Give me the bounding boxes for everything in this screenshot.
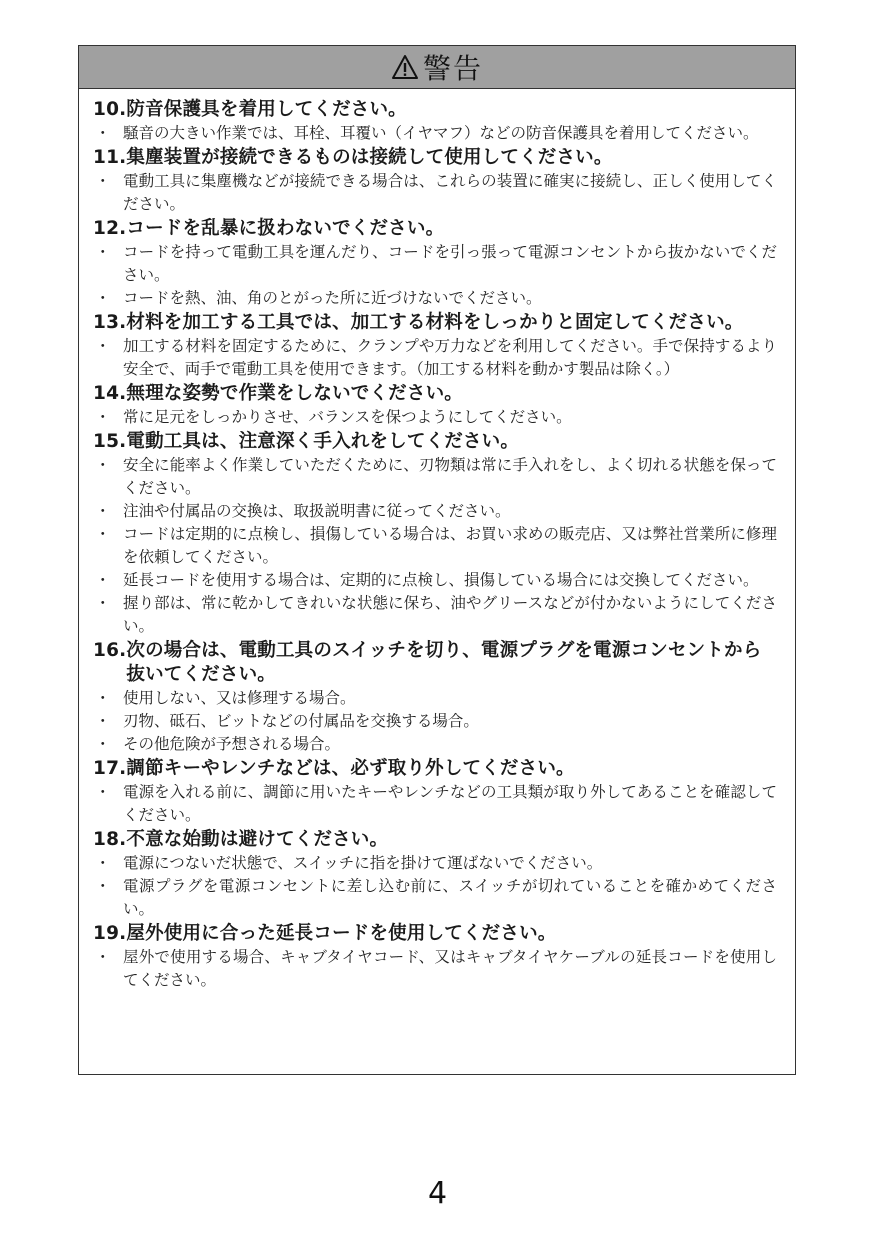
warning-item-number: 11. [93, 147, 127, 168]
bullet-mark: ・ [95, 594, 111, 612]
warning-item-number: 15. [93, 431, 127, 452]
warning-item-heading [93, 430, 777, 454]
bullet-mark: ・ [95, 689, 111, 707]
bullet-mark: ・ [95, 502, 111, 520]
warning-item-title: 調節キーやレンチなどは、必ず取り外してください。 [126, 758, 575, 779]
warning-bullet [93, 500, 777, 523]
warning-bullet [93, 170, 777, 216]
warning-item-number: 12. [93, 218, 127, 239]
warning-item-number: 18. [93, 829, 127, 850]
bullet-mark: ・ [95, 877, 111, 895]
bullet-mark: ・ [95, 712, 111, 730]
warning-bullet [93, 569, 777, 592]
warning-item-heading [93, 382, 777, 406]
bullet-mark: ・ [95, 854, 111, 872]
warning-bullet-text: その他危険が予想される場合。 [123, 735, 341, 753]
warning-item-number: 10. [93, 99, 127, 120]
warning-bullet-text: 延長コードを使用する場合は、定期的に点検し、損傷している場合には交換してください。 [123, 571, 759, 589]
warning-item-title: 電動工具は、注意深く手入れをしてください。 [126, 431, 520, 452]
bullet-mark: ・ [95, 172, 111, 190]
warning-bullet-text: 電源を入れる前に、調節に用いたキーやレンチなどの工具類が取り外してあることを確認してください。 [123, 783, 777, 824]
warning-bullet [93, 454, 777, 500]
warning-item-number: 16. [93, 640, 127, 661]
warning-bullet [93, 287, 777, 310]
warning-bullet-text: コードは定期的に点検し、損傷している場合は、お買い求めの販売店、又は弊社営業所に修理を依頼してください。 [123, 525, 777, 566]
warning-bullet-text: 電源プラグを電源コンセントに差し込む前に、スイッチが切れていることを確かめてください。 [123, 877, 777, 918]
warning-bullet-text: コードを熱、油、角のとがった所に近づけないでください。 [123, 289, 542, 307]
warning-bullet-text: 加工する材料を固定するために、クランプや万力などを利用してください。手で保持するより安全で、両手で電動工具を使用できます。（加工する材料を動かす製品は除く。） [123, 337, 777, 378]
warning-item-heading [93, 828, 777, 852]
warning-box [78, 45, 796, 1075]
warning-item-title: 無理な姿勢で作業をしないでください。 [126, 383, 463, 404]
bullet-mark: ・ [95, 571, 111, 589]
warning-bullet [93, 710, 777, 733]
warning-bullet-text: 騒音の大きい作業では、耳栓、耳覆い（イヤマフ）などの防音保護具を着用してください。 [123, 124, 759, 142]
warning-bullet-text: 電源につないだ状態で、スイッチに指を掛けて運ばないでください。 [123, 854, 603, 872]
warning-bullet [93, 733, 777, 756]
bullet-mark: ・ [95, 408, 111, 426]
warning-item-number: 19. [93, 923, 127, 944]
warning-item-number: 14. [93, 383, 127, 404]
warning-bullet [93, 241, 777, 287]
warning-item-heading [93, 922, 777, 946]
bullet-mark: ・ [95, 525, 111, 543]
warning-bullet-text: 注油や付属品の交換は、取扱説明書に従ってください。 [123, 502, 511, 520]
warning-item-heading [93, 757, 777, 781]
warning-title: 警告 [422, 52, 483, 85]
warning-item-heading [93, 98, 777, 122]
warning-bullet-text: 電動工具に集塵機などが接続できる場合は、これらの装置に確実に接続し、正しく使用してください。 [123, 172, 777, 213]
bullet-mark: ・ [95, 948, 111, 966]
bullet-mark: ・ [95, 783, 111, 801]
warning-bullet [93, 687, 777, 710]
warning-item-title: 不意な始動は避けてください。 [126, 829, 389, 850]
warning-triangle-icon [391, 54, 419, 80]
warning-bullet-text: 刃物、砥石、ビットなどの付属品を交換する場合。 [123, 712, 479, 730]
bullet-mark: ・ [95, 456, 111, 474]
warning-bullet [93, 781, 777, 827]
bullet-mark: ・ [95, 735, 111, 753]
warning-bullet-text: 安全に能率よく作業していただくために、刃物類は常に手入れをし、よく切れる状態を保ってください。 [123, 456, 777, 497]
warning-item-title: 防音保護具を着用してください。 [126, 99, 407, 120]
warning-bullet-text: 使用しない、又は修理する場合。 [123, 689, 356, 707]
warning-item-title: コードを乱暴に扱わないでください。 [126, 218, 445, 239]
warning-item-title: 集塵装置が接続できるものは接続して使用してください。 [126, 147, 613, 168]
warning-header [79, 46, 795, 89]
bullet-mark: ・ [95, 289, 111, 307]
warning-bullet [93, 406, 777, 429]
page-number: 4 [427, 1176, 448, 1211]
warning-bullet-text: 常に足元をしっかりさせ、バランスを保つようにしてください。 [123, 408, 572, 426]
warning-item-number: 17. [93, 758, 127, 779]
warning-item-heading [93, 146, 777, 170]
warning-bullet [93, 875, 777, 921]
warning-bullet-text: コードを持って電動工具を運んだり、コードを引っ張って電源コンセントから抜かないでください。 [123, 243, 777, 284]
warning-bullet [93, 122, 777, 145]
warning-item-heading [93, 311, 777, 335]
warning-bullet [93, 852, 777, 875]
warning-item-number: 13. [93, 312, 127, 333]
warning-bullet [93, 946, 777, 992]
warning-item-title: 屋外使用に合った延長コードを使用してください。 [126, 923, 557, 944]
warning-item-heading [93, 639, 777, 687]
warning-bullet-text: 握り部は、常に乾かしてきれいな状態に保ち、油やグリースなどが付かないようにしてください。 [123, 594, 777, 635]
bullet-mark: ・ [95, 337, 111, 355]
warning-item-title: 次の場合は、電動工具のスイッチを切り、電源プラグを電源コンセントから抜いてください。 [126, 640, 762, 685]
warning-bullet [93, 335, 777, 381]
bullet-mark: ・ [95, 124, 111, 142]
warning-bullet [93, 523, 777, 569]
bullet-mark: ・ [95, 243, 111, 261]
warning-bullet [93, 592, 777, 638]
warning-item-title: 材料を加工する工具では、加工する材料をしっかりと固定してください。 [126, 312, 744, 333]
warning-item-heading [93, 217, 777, 241]
warning-content [79, 89, 795, 992]
warning-bullet-text: 屋外で使用する場合、キャブタイヤコード、又はキャブタイヤケーブルの延長コードを使用してください。 [123, 948, 777, 989]
